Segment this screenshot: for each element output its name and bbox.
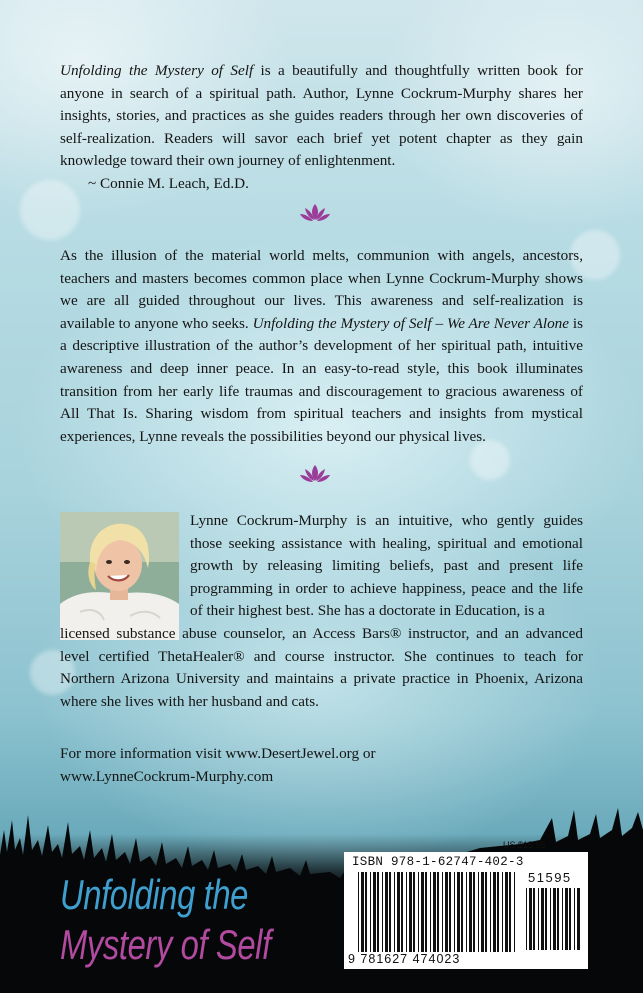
barcode-bar	[577, 888, 580, 950]
barcode-bar	[385, 872, 388, 952]
barcode-addon-bars	[526, 888, 582, 950]
barcode-bar	[562, 888, 563, 950]
barcode-bar	[370, 872, 371, 952]
barcode-bar	[373, 872, 376, 952]
barcode-bar	[557, 888, 559, 950]
barcode-bar	[550, 888, 551, 950]
barcode-bar	[502, 872, 503, 952]
barcode-bar	[529, 888, 532, 950]
barcode-bar	[514, 872, 515, 952]
review-book-title: Unfolding the Mystery of Self	[60, 62, 254, 79]
isbn-text: ISBN 978-1-62747-402-3	[352, 855, 524, 869]
description-text	[60, 245, 583, 448]
barcode-bars	[358, 872, 520, 952]
barcode-bar	[545, 888, 547, 950]
description-part1: As the illusion of the material world melts, communion with angels, ancestors, teachers and masters becomes common place when Lynne Cockrum-Murphy shows we are all guided throughout our lives. This awareness and self-realization is available to anyone who seeks.	[60, 247, 583, 332]
barcode-bar	[389, 872, 391, 952]
barcode-bar	[365, 872, 367, 952]
barcode-bar	[413, 872, 415, 952]
barcode-bar	[377, 872, 379, 952]
barcode-bar	[569, 888, 571, 950]
bio-text-first: Lynne Cockrum-Murphy is an intuitive, who gently guides those seeking assistance with healing, spiritual and emotional growth by releasing limiting beliefs, past and present life programming in order to achieve happiness, peace and the life of their highest best. She has a doctorate in Education, is a	[190, 512, 583, 620]
barcode-bar	[469, 872, 472, 952]
barcode-bar	[538, 888, 539, 950]
info-website: www.LynneCockrum-Murphy.com	[60, 767, 274, 785]
price-label: US $15.95	[503, 840, 546, 850]
barcode-bar	[485, 872, 487, 952]
barcode-bar	[565, 888, 568, 950]
review-attribution: ~ Connie M. Leach, Ed.D.	[88, 174, 249, 192]
barcode-bar	[421, 872, 424, 952]
author-bio-rest	[60, 623, 583, 713]
barcode-bar	[541, 888, 544, 950]
barcode-bar	[449, 872, 451, 952]
barcode-bar	[418, 872, 419, 952]
barcode-bar	[433, 872, 436, 952]
isbn-barcode	[344, 852, 588, 969]
barcode-bar	[533, 888, 535, 950]
barcode-bar	[509, 872, 511, 952]
barcode-bar	[454, 872, 455, 952]
review-text	[60, 60, 583, 173]
barcode-bar	[478, 872, 479, 952]
more-info	[60, 743, 583, 788]
book-title-line-1: Unfolding the	[60, 871, 248, 918]
barcode-bar	[442, 872, 443, 952]
barcode-bar	[466, 872, 467, 952]
barcode-bar	[361, 872, 364, 952]
bio-text-rest: licensed substance abuse counselor, an Access Bars® instructor, and an advanced level certified ThetaHealer® and course instructor. She continues to teach for Northern Arizona University and maintains a private practice in Phoenix, Arizona where she lives with her husband and cats.	[60, 625, 583, 710]
barcode-bar	[526, 888, 527, 950]
barcode-bar	[481, 872, 484, 952]
barcode-addon-number: 51595	[528, 870, 572, 885]
barcode-bar	[493, 872, 496, 952]
barcode-bar	[473, 872, 475, 952]
lotus-icon	[299, 202, 331, 224]
barcode-bar	[394, 872, 395, 952]
barcode-bar	[490, 872, 491, 952]
lotus-icon	[299, 463, 331, 485]
barcode-bar	[425, 872, 427, 952]
barcode-bar	[497, 872, 499, 952]
description-part2: is a descriptive illustration of the author’s development of her spiritual path, intuitive awareness and deep inner peace. In an easy-to-read style, this book illuminates transition from her early life traumas and discouragement to gracious awareness of All That Is. Sharing wisdom from spiritual teachers and insights from mystical experiences, Lynne reveals the possibilities beyond our physical lives.	[60, 314, 583, 445]
barcode-bar	[574, 888, 575, 950]
barcode-bar	[437, 872, 439, 952]
barcode-bar	[401, 872, 403, 952]
barcode-bar	[461, 872, 463, 952]
info-line-1: For more information visit www.DesertJewel.org or	[60, 745, 376, 762]
book-description	[60, 245, 583, 448]
barcode-bar	[358, 872, 359, 952]
barcode-number: 9 781627 474023	[348, 952, 461, 966]
book-title-line-2: Mystery of Self	[60, 921, 271, 968]
barcode-bar	[505, 872, 508, 952]
barcode-bar	[430, 872, 431, 952]
barcode-bar	[382, 872, 383, 952]
review-quote	[60, 60, 583, 196]
barcode-bar	[457, 872, 460, 952]
barcode-bar	[445, 872, 448, 952]
barcode-bar	[406, 872, 407, 952]
author-bio-first	[190, 510, 583, 623]
barcode-bar	[553, 888, 556, 950]
author-photo	[60, 512, 179, 640]
review-body: is a beautifully and thoughtfully written book for anyone in search of a spiritual path. Author, Lynne Cockrum-Murphy shares her insights, stories, and practices as she guides readers through her own discoveries of self-realization. Readers will savor each brief yet potent chapter as they gain knowledge toward their own journey of enlightenment.	[60, 62, 583, 170]
description-book-title: Unfolding the Mystery of Self – We Are Never Alone	[252, 314, 569, 332]
barcode-bar	[409, 872, 412, 952]
barcode-bar	[397, 872, 400, 952]
